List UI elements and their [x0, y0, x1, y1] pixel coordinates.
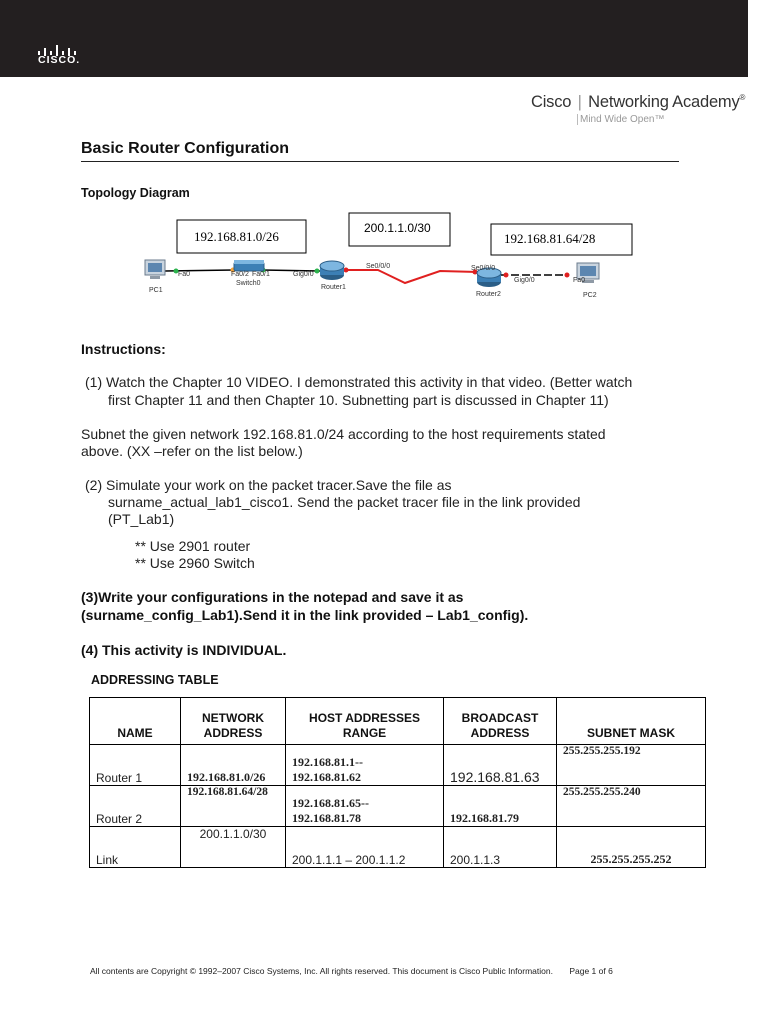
academy-name-2: Networking Academy [588, 93, 740, 111]
item3-line2: (surname_config_Lab1).Send it in the link provided – Lab1_config). [81, 607, 529, 623]
item3-line1: (3)Write your configurations in the notepad and save it as [81, 589, 464, 605]
col-name-header: NAME [90, 698, 181, 745]
item2-line1: (2) Simulate your work on the packet tracer.Save the file as [85, 477, 452, 493]
footer-copyright: All contents are Copyright © 1992–2007 Cisco Systems, Inc. All rights reserved. This document is Cisco Public Information. [90, 966, 553, 976]
port-r1-se: Se0/0/0 [366, 263, 391, 270]
academy-tagline: Mind Wide Open™ [577, 114, 664, 125]
row3-name: Link [90, 827, 181, 868]
item2-line2: surname_actual_lab1_cisco1. Send the packet tracer file in the link provided [108, 494, 581, 510]
row1-mask: 255.255.255.192 [557, 745, 706, 786]
switch0-icon [234, 260, 264, 271]
switch0-label: Switch0 [236, 280, 261, 287]
col-host-header: HOST ADDRESSES RANGE [286, 698, 444, 745]
item2-line3: (PT_Lab1) [108, 511, 175, 527]
row2-host: 192.168.81.65-- 192.168.81.78 [286, 786, 444, 827]
page-title: Basic Router Configuration [81, 140, 679, 162]
footer-page: Page 1 of 6 [569, 966, 613, 976]
row2-mask: 255.255.255.240 [557, 786, 706, 827]
row2-network: 192.168.81.64/28 [181, 786, 286, 827]
network-box-1-label: 192.168.81.0/26 [194, 229, 279, 244]
row2-broadcast: 192.168.81.79 [444, 786, 557, 827]
col-broadcast-header: BROADCAST ADDRESS [444, 698, 557, 745]
pc1-label: PC1 [149, 287, 163, 294]
port-sw-fa02: Fa0/2 [231, 271, 249, 278]
network-box-3-label: 192.168.81.64/28 [504, 231, 596, 246]
use-router: ** Use 2901 router [135, 538, 251, 554]
academy-name-1: Cisco [531, 93, 572, 111]
item4: (4) This activity is INDIVIDUAL. [81, 642, 287, 658]
pc2-label: PC2 [583, 292, 597, 299]
row1-network: 192.168.81.0/26 [181, 745, 286, 786]
port-r1-gig: Gig0/0 [293, 271, 314, 278]
footer [90, 966, 613, 976]
port-sw-fa01: Fa0/1 [252, 271, 270, 278]
item1-line1: (1) Watch the Chapter 10 VIDEO. I demonstrated this activity in that video. (Better watch [85, 374, 633, 390]
table-row [90, 786, 706, 827]
table-heading: ADDRESSING TABLE [91, 673, 219, 687]
academy-logo: Cisco | Networking Academy® Mind Wide Open™ [531, 93, 746, 125]
router1-icon [320, 261, 344, 280]
topology-heading: Topology Diagram [81, 186, 190, 200]
addressing-table [89, 697, 706, 868]
item1-line2: first Chapter 11 and then Chapter 10. Subnetting part is discussed in Chapter 11) [108, 392, 609, 408]
subnet-line2: above. (XX –refer on the list below.) [81, 443, 303, 459]
col-network-header: NETWORK ADDRESS [181, 698, 286, 745]
port-pc1-fa0: Fa0 [178, 271, 191, 278]
row1-host: 192.168.81.1-- 192.168.81.62 [286, 745, 444, 786]
row1-broadcast: 192.168.81.63 [444, 745, 557, 786]
table-row [90, 745, 706, 786]
row1-name: Router 1 [90, 745, 181, 786]
instructions-heading: Instructions: [81, 341, 166, 357]
router1-label: Router1 [321, 284, 346, 291]
col-mask-header: SUBNET MASK [557, 698, 706, 745]
row2-name: Router 2 [90, 786, 181, 827]
table-header-row [90, 698, 706, 745]
pc1-icon [145, 260, 165, 279]
network-box-2-label: 200.1.1.0/30 [364, 221, 431, 235]
row3-host: 200.1.1.1 – 200.1.1.2 [286, 827, 444, 868]
port-r2-gig: Gig0/0 [514, 277, 535, 284]
academy-mark: ® [739, 93, 746, 102]
cisco-logo-text: CISCO. [38, 54, 81, 66]
router2-label: Router2 [476, 291, 501, 298]
serial-link-red [343, 270, 478, 283]
row3-network: 200.1.1.0/30 [181, 827, 286, 868]
port-r2-se: Se0/0/0 [471, 265, 496, 272]
table-row [90, 827, 706, 868]
topology-diagram [0, 0, 768, 330]
row3-broadcast: 200.1.1.3 [444, 827, 557, 868]
subnet-line1: Subnet the given network 192.168.81.0/24 according to the host requirements stated [81, 426, 606, 442]
row3-mask: 255.255.255.252 [557, 827, 706, 868]
use-switch: ** Use 2960 Switch [135, 555, 255, 571]
port-pc2-fa0: Fa0 [573, 277, 586, 284]
